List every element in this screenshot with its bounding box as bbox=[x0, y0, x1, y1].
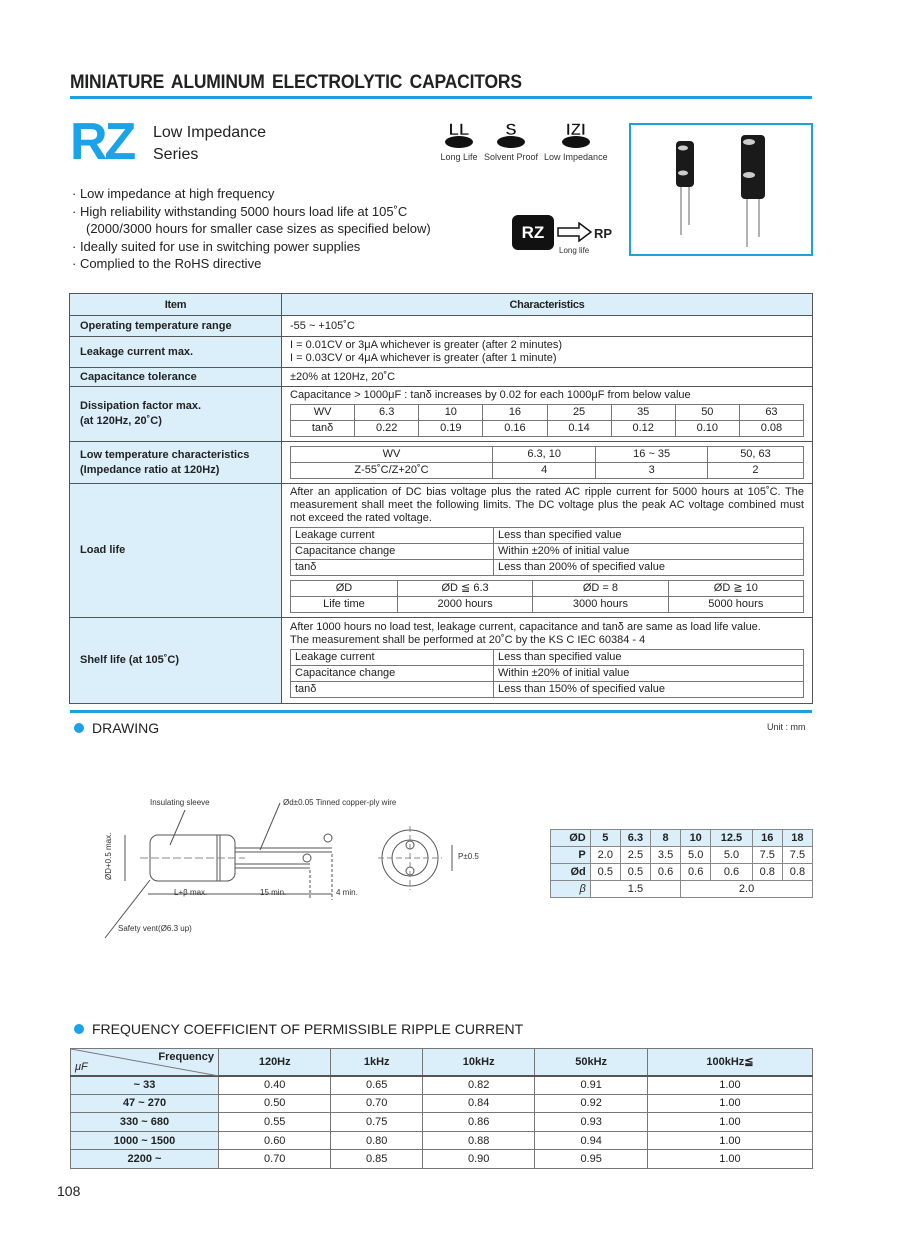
tan-cell: 0.10 bbox=[675, 421, 739, 437]
coef-cell: 0.40 bbox=[219, 1076, 331, 1095]
coef-cell: 0.84 bbox=[422, 1094, 534, 1113]
wv-label: WV bbox=[291, 447, 493, 463]
cap-label: 1000 ~ 1500 bbox=[71, 1131, 219, 1150]
dim-cell: 0.8 bbox=[752, 864, 782, 881]
section-divider bbox=[70, 710, 812, 713]
wire-label: Ød±0.05 Tinned copper-ply wire bbox=[283, 798, 397, 807]
drawing-title: DRAWING bbox=[92, 720, 160, 736]
solvent-proof-icon: S bbox=[492, 120, 530, 150]
coef-cell: 0.86 bbox=[422, 1113, 534, 1132]
badge-solvent-proof bbox=[484, 120, 538, 162]
ratio-cell: 3 bbox=[596, 463, 708, 479]
tan-cell: 0.22 bbox=[355, 421, 419, 437]
offset-label: 4 min. bbox=[336, 888, 358, 897]
wv-cell: 6.3 bbox=[355, 405, 419, 421]
coef-cell: 1.00 bbox=[647, 1150, 812, 1169]
limit-param: tanδ bbox=[291, 560, 494, 576]
page-number: 108 bbox=[57, 1183, 81, 1199]
row-label: ØD bbox=[551, 830, 591, 847]
corner-frequency: Frequency bbox=[158, 1051, 214, 1063]
wv-cell: 25 bbox=[547, 405, 611, 421]
life-cell: 2000 hours bbox=[397, 597, 532, 613]
limit-param: Capacitance change bbox=[291, 544, 494, 560]
header-item: Item bbox=[70, 294, 282, 316]
limit-value: Less than 200% of specified value bbox=[494, 560, 804, 576]
coef-cell: 0.95 bbox=[535, 1150, 647, 1169]
dim-cell: 0.5 bbox=[590, 864, 620, 881]
badge-label: Long Life bbox=[440, 152, 478, 162]
dim-cell: 16 bbox=[752, 830, 782, 847]
coef-cell: 0.60 bbox=[219, 1131, 331, 1150]
coef-cell: 0.85 bbox=[331, 1150, 423, 1169]
load-life-label: Load life bbox=[70, 484, 282, 618]
limit-value: Less than specified value bbox=[494, 528, 804, 544]
page-title: MINIATURE ALUMINUM ELECTROLYTIC CAPACITORS bbox=[70, 72, 522, 93]
dim-cell: 7.5 bbox=[752, 847, 782, 864]
coef-cell: 1.00 bbox=[647, 1113, 812, 1132]
wv-cell: 10 bbox=[419, 405, 483, 421]
coef-cell: 0.80 bbox=[331, 1131, 423, 1150]
dim-cell: 18 bbox=[782, 830, 812, 847]
coef-cell: 0.70 bbox=[219, 1150, 331, 1169]
limit-value: Less than specified value bbox=[494, 650, 804, 666]
upgrade-to-label: RP bbox=[594, 226, 613, 241]
badge-low-impedance bbox=[544, 120, 608, 162]
ripple-title: FREQUENCY COEFFICIENT OF PERMISSIBLE RIPPLE CURRENT bbox=[92, 1021, 524, 1037]
life-time-table bbox=[290, 580, 804, 613]
bullet-dot-icon bbox=[74, 1024, 84, 1034]
operating-temp-value: -55 ~ +105˚C bbox=[282, 316, 813, 337]
dissipation-label: Dissipation factor max. bbox=[80, 400, 202, 412]
ripple-heading bbox=[74, 1021, 523, 1037]
feature-item: · High reliability withstanding 5000 hours load life at 105˚C bbox=[72, 203, 408, 219]
feature-item: · Ideally suited for use in switching power supplies bbox=[72, 238, 361, 254]
dim-cell: 5.0 bbox=[681, 847, 711, 864]
dim-cell: 7.5 bbox=[782, 847, 812, 864]
sleeve-label: Insulating sleeve bbox=[150, 798, 210, 807]
lead-label: 15 min. bbox=[260, 888, 287, 897]
leakage-label: Leakage current max. bbox=[70, 337, 282, 368]
vent-label: Safety vent(Ø6.3 up) bbox=[118, 924, 192, 933]
dim-cell: 0.5 bbox=[620, 864, 650, 881]
shelf-life-line2: The measurement shall be performed at 20˚C by the KS C IEC 60384 - 4 bbox=[290, 634, 646, 646]
limit-value: Within ±20% of initial value bbox=[494, 544, 804, 560]
table-row bbox=[71, 1094, 813, 1113]
badge-long-life bbox=[440, 120, 478, 162]
spec-table bbox=[69, 293, 813, 704]
dim-cell: 8 bbox=[651, 830, 681, 847]
cap-label: ~ 33 bbox=[71, 1076, 219, 1095]
leakage-line2: I = 0.03CV or 4μA whichever is greater (after 1 minute) bbox=[290, 352, 557, 364]
tan-cell: 0.16 bbox=[483, 421, 547, 437]
dissipation-table bbox=[290, 404, 804, 437]
capacitor-photo-icon bbox=[631, 125, 811, 254]
series-name-line2: Series bbox=[153, 146, 199, 163]
coef-cell: 0.90 bbox=[422, 1150, 534, 1169]
wv-cell: 35 bbox=[611, 405, 675, 421]
feature-badges bbox=[440, 120, 608, 162]
bullet-dot-icon bbox=[74, 723, 84, 733]
life-cell: 3000 hours bbox=[533, 597, 668, 613]
dim-cell: 1.5 bbox=[590, 881, 680, 898]
ratio-cell: 4 bbox=[492, 463, 595, 479]
cap-tolerance-label: Capacitance tolerance bbox=[70, 368, 282, 387]
table-row bbox=[71, 1131, 813, 1150]
dim-cell: 5 bbox=[590, 830, 620, 847]
feature-item: · Complied to the RoHS directive bbox=[72, 256, 262, 272]
coef-cell: 0.75 bbox=[331, 1113, 423, 1132]
coef-cell: 1.00 bbox=[647, 1131, 812, 1150]
dissipation-note: Capacitance > 1000μF : tanδ increases by 0.02 for each 1000μF from below value bbox=[290, 389, 691, 401]
freq-header: 120Hz bbox=[219, 1049, 331, 1076]
coef-cell: 0.94 bbox=[535, 1131, 647, 1150]
dim-cell: 0.6 bbox=[711, 864, 752, 881]
coef-cell: 0.91 bbox=[535, 1076, 647, 1095]
tan-cell: 0.12 bbox=[611, 421, 675, 437]
unit-label: Unit : mm bbox=[767, 722, 806, 732]
table-row bbox=[71, 1113, 813, 1132]
load-life-limits bbox=[290, 527, 804, 576]
cap-label: 2200 ~ bbox=[71, 1150, 219, 1169]
shelf-life-line1: After 1000 hours no load test, leakage current, capacitance and tanδ are same as load life value. bbox=[290, 621, 761, 633]
wv-cell: 50 bbox=[675, 405, 739, 421]
limit-param: Leakage current bbox=[291, 650, 494, 666]
cap-tolerance-value: ±20% at 120Hz, 20˚C bbox=[282, 368, 813, 387]
freq-header: 10kHz bbox=[422, 1049, 534, 1076]
tan-cell: 0.08 bbox=[739, 421, 803, 437]
header-characteristics: Characteristics bbox=[282, 294, 813, 316]
load-life-text: After an application of DC bias voltage plus the rated AC ripple current for 5000 hours at 105˚C. The measurement shall meet the following limits. The DC voltage plus the peak AC voltage combined must not exceed the rated voltage. bbox=[290, 486, 804, 524]
ratio-label: Z-55˚C/Z+20˚C bbox=[291, 463, 493, 479]
coef-cell: 0.82 bbox=[422, 1076, 534, 1095]
wv-cell: 63 bbox=[739, 405, 803, 421]
feature-list bbox=[72, 185, 431, 273]
table-row bbox=[71, 1150, 813, 1169]
badge-label: Low Impedance bbox=[544, 152, 608, 162]
shelf-life-label: Shelf life (at 105˚C) bbox=[70, 618, 282, 704]
badge-label: Solvent Proof bbox=[484, 152, 539, 162]
limit-param: tanδ bbox=[291, 682, 494, 698]
wv-cell: 6.3, 10 bbox=[492, 447, 595, 463]
low-impedance-icon: IZI bbox=[557, 120, 595, 150]
dimension-table bbox=[550, 829, 813, 898]
operating-temp-label: Operating temperature range bbox=[70, 316, 282, 337]
limit-value: Within ±20% of initial value bbox=[494, 666, 804, 682]
cap-label: 330 ~ 680 bbox=[71, 1113, 219, 1132]
series-name bbox=[153, 122, 266, 166]
coef-cell: 0.55 bbox=[219, 1113, 331, 1132]
limit-param: Leakage current bbox=[291, 528, 494, 544]
series-code: RZ bbox=[70, 113, 134, 171]
feature-item: · Low impedance at high frequency bbox=[72, 186, 275, 201]
wv-cell: 16 bbox=[483, 405, 547, 421]
corner-cell bbox=[71, 1049, 219, 1076]
life-cell: 5000 hours bbox=[668, 597, 803, 613]
low-temp-table bbox=[290, 446, 804, 479]
dim-cell: 5.0 bbox=[711, 847, 752, 864]
life-header: ØD ≦ 6.3 bbox=[397, 581, 532, 597]
coef-cell: 0.92 bbox=[535, 1094, 647, 1113]
table-row bbox=[71, 1076, 813, 1095]
wv-cell: 16 ~ 35 bbox=[596, 447, 708, 463]
arrow-right-icon bbox=[557, 222, 593, 242]
coef-cell: 0.93 bbox=[535, 1113, 647, 1132]
drawing-heading bbox=[74, 720, 159, 736]
tan-cell: 0.14 bbox=[547, 421, 611, 437]
dim-cell: 2.0 bbox=[681, 881, 813, 898]
coef-cell: 0.88 bbox=[422, 1131, 534, 1150]
upgrade-from-badge: RZ bbox=[512, 215, 554, 250]
coef-cell: 1.00 bbox=[647, 1076, 812, 1095]
freq-header: 50kHz bbox=[535, 1049, 647, 1076]
limit-param: Capacitance change bbox=[291, 666, 494, 682]
dissipation-sublabel: (at 120Hz, 20˚C) bbox=[80, 415, 162, 427]
coef-cell: 0.65 bbox=[331, 1076, 423, 1095]
dim-cell: 12.5 bbox=[711, 830, 752, 847]
low-temp-sublabel: (Impedance ratio at 120Hz) bbox=[80, 463, 220, 476]
leakage-line1: I = 0.01CV or 3μA whichever is greater (after 2 minutes) bbox=[290, 339, 562, 351]
ripple-table bbox=[70, 1048, 813, 1169]
dim-cell: 2.0 bbox=[590, 847, 620, 864]
length-label: L+β max. bbox=[174, 888, 208, 897]
life-cell: Life time bbox=[291, 597, 398, 613]
dim-cell: 6.3 bbox=[620, 830, 650, 847]
row-label: β bbox=[551, 881, 591, 898]
diameter-label: ØD+0.5 max. bbox=[104, 832, 113, 880]
freq-header: 100kHz≦ bbox=[647, 1049, 812, 1076]
row-label: Ød bbox=[551, 864, 591, 881]
coef-cell: 1.00 bbox=[647, 1094, 812, 1113]
series-name-line1: Low Impedance bbox=[153, 124, 266, 141]
pitch-label: P±0.5 bbox=[458, 852, 479, 861]
dim-cell: 10 bbox=[681, 830, 711, 847]
product-photo bbox=[629, 123, 813, 256]
tan-cell: 0.19 bbox=[419, 421, 483, 437]
coef-cell: 0.70 bbox=[331, 1094, 423, 1113]
row-label: P bbox=[551, 847, 591, 864]
limit-value: Less than 150% of specified value bbox=[494, 682, 804, 698]
life-header: ØD ≧ 10 bbox=[668, 581, 803, 597]
cap-label: 47 ~ 270 bbox=[71, 1094, 219, 1113]
low-temp-label: Low temperature characteristics bbox=[80, 448, 250, 461]
title-divider bbox=[70, 96, 812, 99]
dim-cell: 0.8 bbox=[782, 864, 812, 881]
ratio-cell: 2 bbox=[707, 463, 803, 479]
dim-cell: 2.5 bbox=[620, 847, 650, 864]
life-header: ØD = 8 bbox=[533, 581, 668, 597]
dim-cell: 0.6 bbox=[681, 864, 711, 881]
life-header: ØD bbox=[291, 581, 398, 597]
coef-cell: 0.50 bbox=[219, 1094, 331, 1113]
corner-capacitance: μF bbox=[75, 1060, 88, 1073]
shelf-life-limits bbox=[290, 649, 804, 698]
wv-label: WV bbox=[291, 405, 355, 421]
upgrade-note: Long life bbox=[559, 246, 590, 255]
long-life-icon: LL bbox=[440, 120, 478, 150]
freq-header: 1kHz bbox=[331, 1049, 423, 1076]
tan-label: tanδ bbox=[291, 421, 355, 437]
feature-item: (2000/3000 hours for smaller case sizes as specified below) bbox=[86, 221, 431, 237]
capacitor-drawing bbox=[90, 790, 510, 950]
dim-cell: 3.5 bbox=[651, 847, 681, 864]
dim-cell: 0.6 bbox=[651, 864, 681, 881]
wv-cell: 50, 63 bbox=[707, 447, 803, 463]
